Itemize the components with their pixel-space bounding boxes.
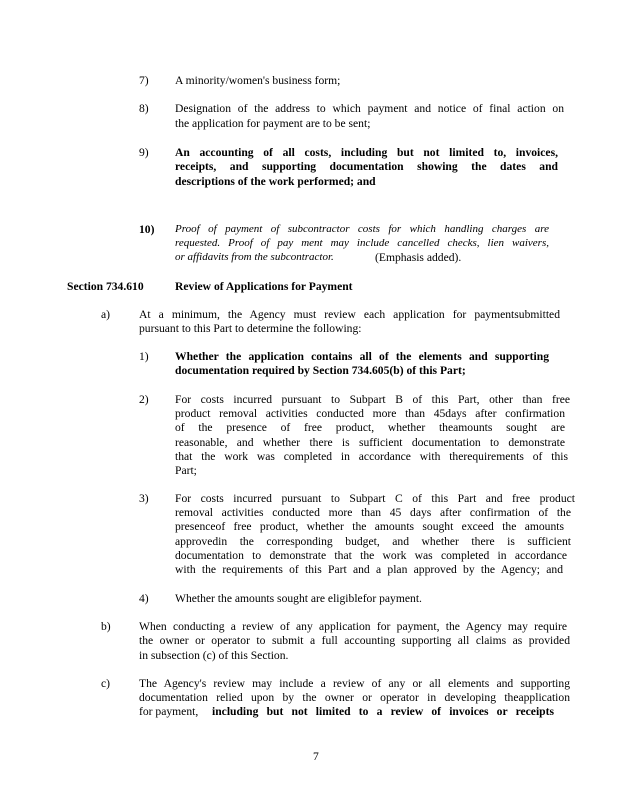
item-8-line-1: Designation of the address to which payment and notice of final action on xyxy=(175,102,564,115)
sub-1-line-1: Whether the application contains all of the elements and supporting xyxy=(175,350,549,363)
para-a-line-1: At a minimum, the Agency must review each application for paymentsubmitted xyxy=(139,308,560,321)
sub-3-line-1: For costs incurred pursuant to Subpart C of this Part and free product xyxy=(175,492,575,505)
item-10-line-2: requested. Proof of pay ment may include cancelled checks, lien waivers, xyxy=(175,237,549,249)
para-a-line-2: pursuant to this Part to determine the following: xyxy=(139,322,362,335)
sub-3-line-6: with the requirements of this Part and a plan approved by the Agency; and xyxy=(175,563,563,576)
emphasis-note: (Emphasis added). xyxy=(375,251,462,264)
para-c-letter: c) xyxy=(101,677,111,690)
item-9-line-1: An accounting of all costs, including but not limited to, invoices, xyxy=(175,146,558,159)
sub-1-number: 1) xyxy=(139,350,149,363)
sub-1-line-2: documentation required by Section 734.605(b) of this Part; xyxy=(175,364,466,377)
sub-2-number: 2) xyxy=(139,393,149,406)
sub-3-line-2: removal activities conducted more than 45 days after confirmation of the xyxy=(175,506,571,519)
sub-3-number: 3) xyxy=(139,492,149,505)
sub-2-line-3: of the presence of free product, whether theamounts sought are xyxy=(175,421,565,434)
item-8-line-2: the application for payment are to be sent; xyxy=(175,117,371,130)
section-title: Review of Applications for Payment xyxy=(175,280,353,293)
para-c-line-2: documentation relied upon by the owner or operator in developing theapplication xyxy=(139,691,570,704)
item-9-line-3: descriptions of the work performed; and xyxy=(175,175,376,188)
sub-4-text: Whether the amounts sought are eligiblefor payment. xyxy=(175,592,422,605)
sub-4-number: 4) xyxy=(139,592,149,605)
sub-2-line-6: Part; xyxy=(175,464,197,477)
para-c-line-1: The Agency's review may include a review of any or all elements and supporting xyxy=(139,677,570,690)
sub-3-line-5: documentation to demonstrate that the work was completed in accordance xyxy=(175,549,567,562)
sub-2-line-1: For costs incurred pursuant to Subpart B of this Part, other than free xyxy=(175,393,570,406)
para-c-line-3-start: for payment, xyxy=(139,705,199,718)
sub-2-line-2: product removal activities conducted more than 45days after confirmation xyxy=(175,407,565,420)
sub-3-line-3: presenceof free product, whether the amounts sought exceed the amounts xyxy=(175,520,564,533)
para-b-line-3: in subsection (c) of this Section. xyxy=(139,649,289,662)
item-10-number: 10) xyxy=(139,223,155,236)
item-7-number: 7) xyxy=(139,74,149,87)
item-10-line-3: or affidavits from the subcontractor. xyxy=(175,251,334,263)
sub-2-line-5: that the work was completed in accordance with therequirements of this xyxy=(175,450,568,463)
item-8-number: 8) xyxy=(139,102,149,115)
section-number: Section 734.610 xyxy=(67,280,144,293)
sub-3-line-4: approvedin the corresponding budget, and whether there is sufficient xyxy=(175,535,571,548)
para-b-line-2: the owner or operator to submit a full accounting supporting all claims as provided xyxy=(139,634,570,647)
item-9-line-2: receipts, and supporting documentation showing the dates and xyxy=(175,160,558,173)
item-10-line-1: Proof of payment of subcontractor costs for which handling charges are xyxy=(175,223,549,235)
para-b-letter: b) xyxy=(101,620,111,633)
para-b-line-1: When conducting a review of any application for payment, the Agency may require xyxy=(139,620,567,633)
para-a-letter: a) xyxy=(101,308,111,321)
item-7-text: A minority/women's business form; xyxy=(175,74,341,87)
item-9-number: 9) xyxy=(139,146,149,159)
page-number: 7 xyxy=(313,750,319,763)
sub-2-line-4: reasonable, and whether there is sufficient documentation to demonstrate xyxy=(175,436,565,449)
para-c-line-3-bold: including but not limited to a review of invoices or receipts xyxy=(212,705,554,718)
